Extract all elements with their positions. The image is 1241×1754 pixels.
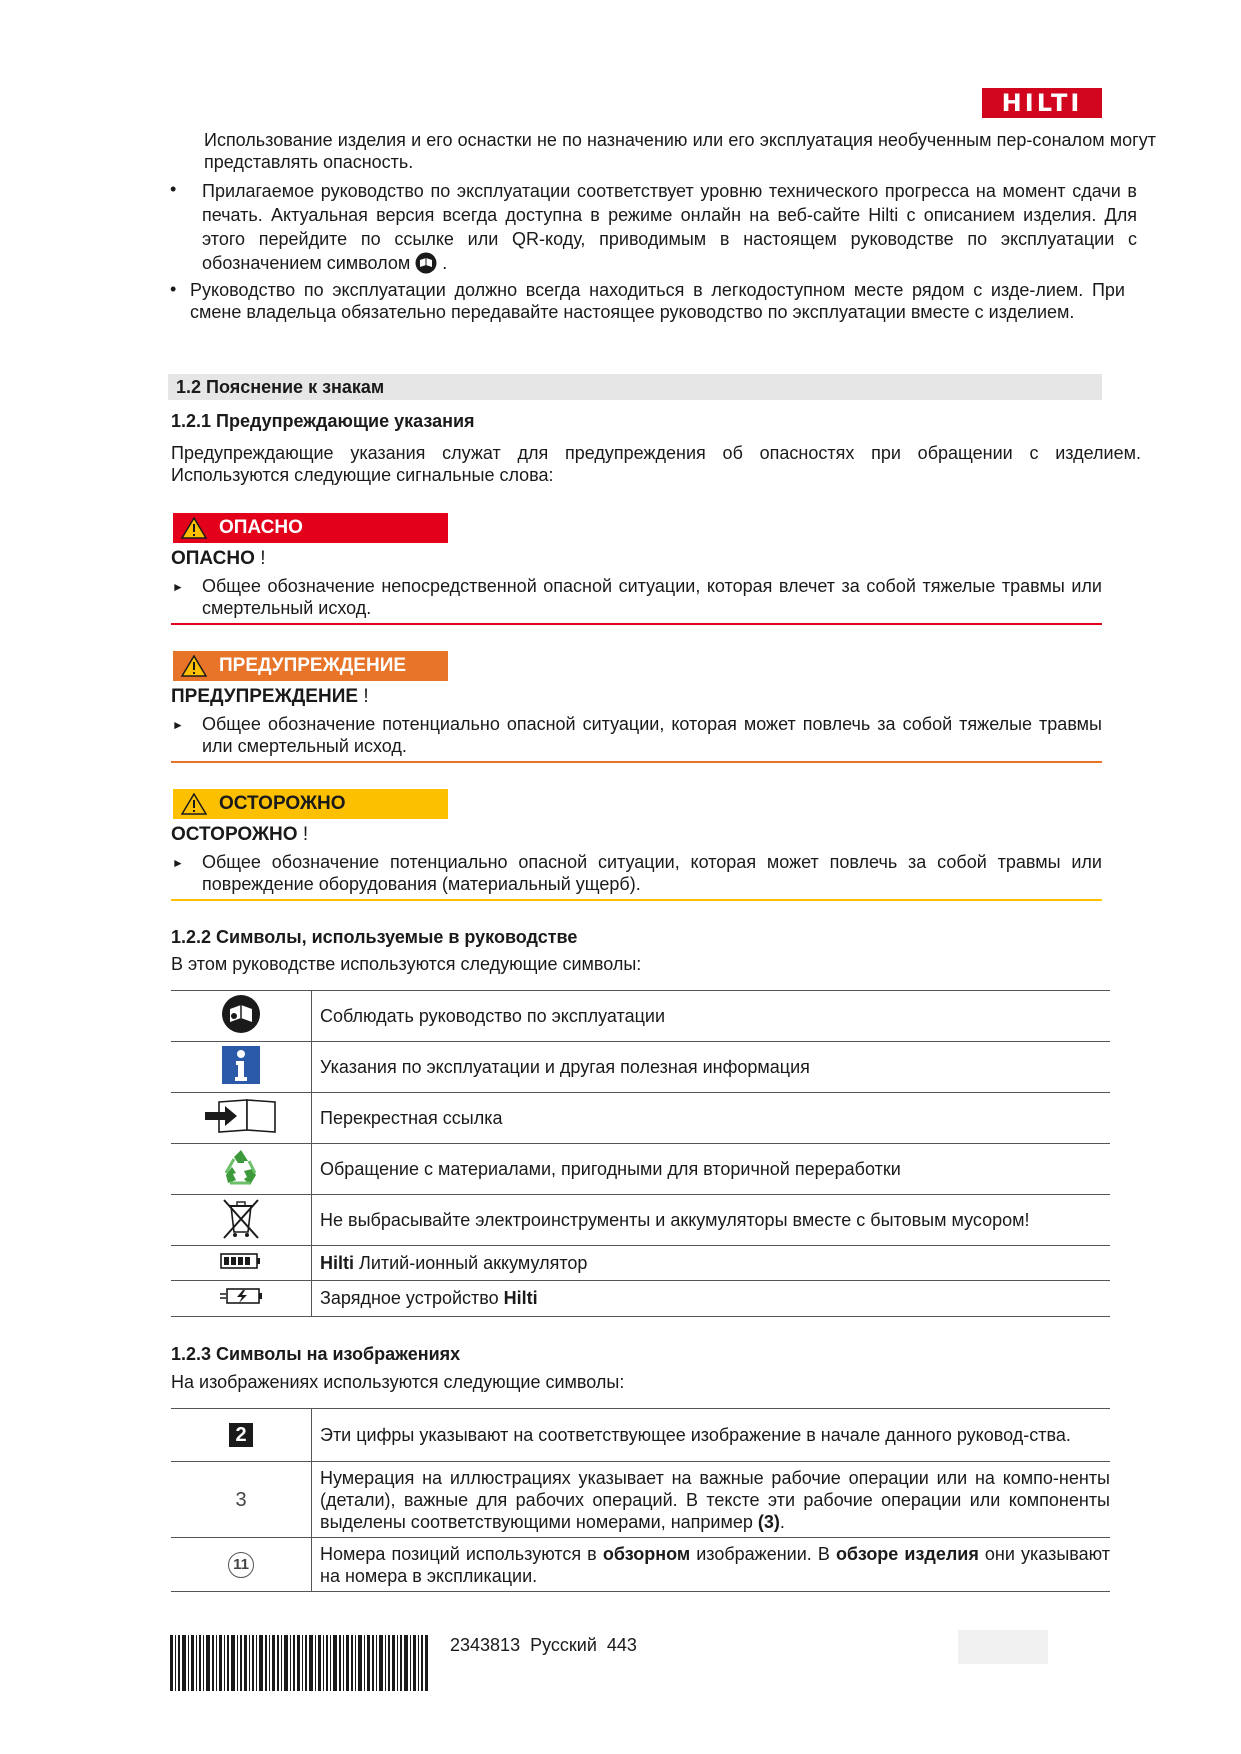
table-row [171,1093,1110,1144]
table-row [171,1042,1110,1093]
signal-banner-label: ПРЕДУПРЕЖДЕНИЕ [219,655,407,676]
icon-cell [171,991,312,1042]
symbols-intro: В этом руководстве используются следующие символы: [171,954,642,974]
warning-triangle-icon [181,517,207,539]
intro-bullet-2-end: . [442,253,448,273]
arrow-bullet-icon: ► [172,718,184,732]
icon-cell [171,1195,312,1246]
icon-cell [171,1538,312,1592]
bullet-marker: • [170,279,177,299]
image-symbols-table [171,1408,1110,1592]
warnings-intro: Предупреждающие указания служат для предупреждения об опасностях при обращении с изделием. Используются следующие сигнальные слова: [171,443,1141,485]
signal-desc-warning: Общее обозначение потенциально опасной ситуации, которая может повлечь за собой тяжелые травмы или смертельный исход. [202,714,1102,756]
symbols-table [171,990,1110,1317]
intro-bullet-2 [202,179,1137,275]
intro-bullet-3: Руководство по эксплуатации должно всегда находиться в легкодоступном месте рядом с изде-лием. При смене владельца обязательно передавайте настоящее руководство по эксплуатации вместе с изделием. [190,280,1125,322]
desc-bold: обзорном [602,1543,691,1564]
section-header-1-2 [168,374,1102,400]
divider-caution [171,899,1102,901]
charger-icon [219,1285,263,1307]
image-symbols-intro: На изображениях используются следующие символы: [171,1372,625,1392]
signal-banner-danger [173,513,448,543]
icon-cell [171,1144,312,1195]
signal-word-danger [171,548,265,570]
desc-cell: Обращение с материалами, пригодными для вторичной переработки [312,1144,1111,1195]
desc-bold: обзоре изделия [835,1543,979,1564]
divider-warning [171,761,1102,763]
signal-banner-warning [173,651,448,681]
section-title-1-2-2: 1.2.2 Символы, используемые в руководстве [171,927,578,947]
icon-cell [171,1093,312,1144]
warning-triangle-icon [181,793,207,815]
arrow-bullet-icon: ► [172,580,184,594]
table-row [171,1409,1110,1462]
desc-cell: Соблюдать руководство по эксплуатации [312,991,1111,1042]
page-number: 443 [606,1635,637,1655]
barcode-icon [170,1635,428,1691]
desc-cell: Эти цифры указывают на соответствующее изображение в начале данного руковод-ства. [312,1409,1111,1462]
hilti-logo [982,88,1102,118]
desc-bold: (3) [757,1511,780,1532]
signal-word-caution [171,824,308,846]
desc-cell [312,1281,1111,1317]
position-number-icon: 11 [228,1552,254,1578]
desc-text: Номера позиций используются в [320,1543,603,1564]
icon-cell [171,1281,312,1317]
icon-cell [171,1409,312,1462]
table-row [171,1195,1110,1246]
icon-cell [171,1042,312,1093]
recycle-icon [220,1147,262,1187]
signal-exclamation: ! [302,824,309,845]
desc-text: Нумерация на иллюстрациях указывает на важные рабочие операции или на компо-ненты (детали), важные для рабочих операций. В тексте эти рабочие операции или компоненты выделены соответствующими номерами, например [320,1467,1110,1532]
signal-desc-danger: Общее обозначение непосредственной опасной ситуации, которая влечет за собой тяжелые травмы или смертельный исход. [202,576,1102,618]
cross-reference-icon [203,1096,279,1136]
desc-cell [312,1538,1111,1592]
icon-cell [171,1462,312,1538]
desc-text: изображении. В [690,1543,836,1564]
language: Русский [530,1635,597,1655]
signal-exclamation: ! [260,548,266,569]
doc-number: 2343813 [450,1635,521,1655]
bullet-marker: • [170,179,177,199]
signal-banner-label: ОПАСНО [219,517,303,538]
desc-cell: Перекрестная ссылка [312,1093,1111,1144]
section-title-1-2-1: 1.2.1 Предупреждающие указания [171,411,475,431]
signal-word: ОПАСНО [171,548,255,569]
step-number-icon: 3 [235,1488,247,1511]
footer-info [450,1635,637,1656]
desc-cell: Указания по эксплуатации и другая полезная информация [312,1042,1111,1093]
table-row [171,1246,1110,1281]
desc-cell [312,1462,1111,1538]
desc-text: они указывают на номера в экспликации. [320,1543,1110,1586]
signal-desc-caution: Общее обозначение потенциально опасной ситуации, которая может повлечь за собой травмы или повреждение оборудования (материальный ущерб). [202,852,1102,894]
section-title-1-2-3: 1.2.3 Символы на изображениях [171,1344,461,1364]
signal-word: ПРЕДУПРЕЖДЕНИЕ [171,686,359,707]
table-row [171,1281,1110,1317]
section-title: 1.2 Пояснение к знакам [176,377,385,397]
intro-bullet-2-text: Прилагаемое руководство по эксплуатации соответствует уровню технического прогресса на момент сдачи в печать. Актуальная версия всегда доступна в режиме онлайн на веб-сайте Hilti с описанием изделия. Для этого перейдите по ссылке или QR-коду, приводимым в настоящем руководстве по эксплуатации с обозначением символом [202,181,1137,273]
desc-text: Литий-ионный аккумулятор [354,1252,588,1273]
manual-icon [221,994,261,1034]
brand-name: Hilti [320,1252,354,1273]
table-row [171,1144,1110,1195]
intro-paragraph: Использование изделия и его оснастки не по назначению или его эксплуатация необученным пер-соналом могут представлять опасность. [204,130,1156,172]
figure-number-icon: 2 [229,1423,253,1447]
signal-banner-label: ОСТОРОЖНО [219,793,346,814]
warning-triangle-icon [181,655,207,677]
arrow-bullet-icon: ► [172,856,184,870]
table-row [171,991,1110,1042]
battery-icon [220,1252,262,1270]
desc-cell [312,1246,1111,1281]
desc-text: . [779,1511,785,1532]
manual-icon [415,252,437,274]
divider-danger [171,623,1102,625]
signal-banner-caution [173,789,448,819]
info-icon [221,1045,261,1085]
desc-text: Зарядное устройство [320,1288,504,1308]
no-trash-bin-icon [221,1196,261,1240]
desc-cell: Не выбрасывайте электроинструменты и аккумуляторы вместе с бытовым мусором! [312,1195,1111,1246]
table-row [171,1462,1110,1538]
signal-word: ОСТОРОЖНО [171,824,298,845]
signal-word-warning [171,686,369,708]
icon-cell [171,1246,312,1281]
signal-exclamation: ! [363,686,369,707]
footer-tab [958,1630,1048,1664]
table-row [171,1538,1110,1592]
brand-name: Hilti [503,1288,538,1308]
logo-text: HILTI [1001,89,1083,117]
